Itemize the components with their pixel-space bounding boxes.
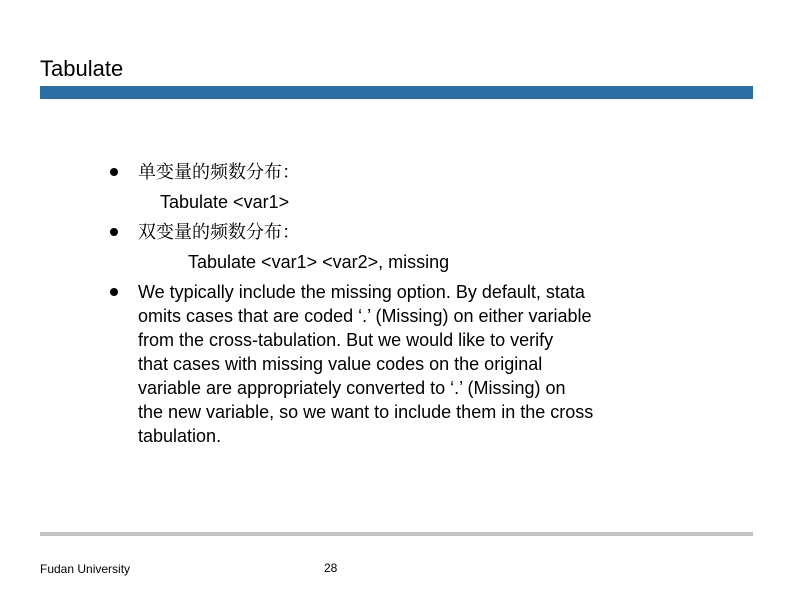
- bullet-paragraph-missing-option: [138, 280, 698, 448]
- bullet-dot-icon: [110, 228, 118, 236]
- bullet-heading-bivariate: 双变量的频数分布：: [138, 222, 300, 242]
- bullet-command-univariate: Tabulate <var1>: [160, 192, 290, 212]
- paragraph-line: We typically include the missing option. By default, stata: [138, 282, 585, 302]
- bullet-heading-univariate: 单变量的频数分布：: [138, 162, 300, 182]
- slide-title: Tabulate: [40, 56, 124, 81]
- page-number: 28: [324, 561, 338, 575]
- paragraph-line: tabulation.: [138, 426, 222, 446]
- paragraph-line: from the cross-tabulation. But we would like to verify: [138, 330, 554, 350]
- footer-institution: Fudan University: [40, 562, 131, 576]
- paragraph-line: that cases with missing value codes on the original: [138, 354, 543, 374]
- paragraph-line: variable are appropriately converted to ‘.’ (Missing) on: [138, 378, 566, 398]
- bullet-dot-icon: [110, 288, 118, 296]
- title-accent-bar: [40, 86, 753, 99]
- bullet-dot-icon: [110, 168, 118, 176]
- paragraph-line: the new variable, so we want to include them in the cross: [138, 402, 594, 422]
- footer-rule: [40, 532, 753, 536]
- paragraph-line: omits cases that are coded ‘.’ (Missing) on either variable: [138, 306, 592, 326]
- bullet-command-bivariate: Tabulate <var1> <var2>, missing: [188, 252, 450, 272]
